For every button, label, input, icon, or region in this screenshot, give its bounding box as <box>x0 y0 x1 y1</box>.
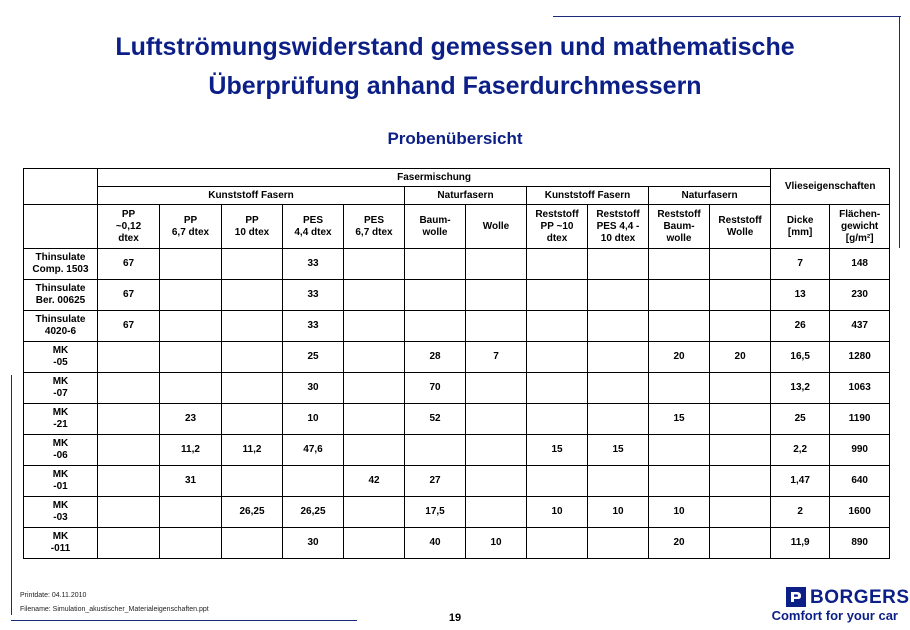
table-cell <box>344 280 405 311</box>
table-cell: 28 <box>405 342 466 373</box>
table-cell <box>649 280 710 311</box>
decor-line-bottom <box>11 620 357 621</box>
table-cell: 20 <box>649 528 710 559</box>
table-cell <box>344 404 405 435</box>
table-cell <box>588 249 649 280</box>
table-cell: 2,2 <box>771 435 830 466</box>
table-cell: 17,5 <box>405 497 466 528</box>
table-cell <box>649 435 710 466</box>
slide-title-line-2: Überprüfung anhand Faserdurchmessern <box>208 72 702 100</box>
table-cell: 13,2 <box>771 373 830 404</box>
table-cell <box>160 311 222 342</box>
table-cell: 437 <box>830 311 890 342</box>
group-header-fasermischung: Fasermischung <box>98 169 771 187</box>
table-cell <box>588 404 649 435</box>
table-cell <box>160 280 222 311</box>
table-cell <box>527 373 588 404</box>
tagline: Comfort for your car <box>771 608 898 623</box>
table-cell: 67 <box>98 280 160 311</box>
table-cell <box>160 373 222 404</box>
table-cell <box>222 373 283 404</box>
table-cell: 11,9 <box>771 528 830 559</box>
table-cell: 7 <box>771 249 830 280</box>
table-cell <box>466 466 527 497</box>
sample-name: MK -07 <box>24 373 98 404</box>
table-cell: 10 <box>588 497 649 528</box>
table-cell: 70 <box>405 373 466 404</box>
table-cell <box>222 342 283 373</box>
table-cell <box>160 249 222 280</box>
table-cell: 2 <box>771 497 830 528</box>
decor-line-left <box>11 375 12 615</box>
table-cell: 42 <box>344 466 405 497</box>
column-header: PP 10 dtex <box>222 205 283 249</box>
table-cell <box>466 404 527 435</box>
column-header: Wolle <box>466 205 527 249</box>
subgroup-header: Kunststoff Fasern <box>527 187 649 205</box>
table-cell <box>160 528 222 559</box>
sample-name: MK -21 <box>24 404 98 435</box>
sample-name: MK -06 <box>24 435 98 466</box>
table-cell: 1063 <box>830 373 890 404</box>
sample-name: Thinsulate 4020-6 <box>24 311 98 342</box>
table-cell <box>98 528 160 559</box>
table-cell: 890 <box>830 528 890 559</box>
corner-cell <box>24 169 98 205</box>
slide-title-line-1: Luftströmungswiderstand gemessen und mathematische <box>115 33 795 61</box>
table-cell <box>710 497 771 528</box>
table-cell: 67 <box>98 249 160 280</box>
table-row <box>24 373 890 404</box>
table-cell <box>222 311 283 342</box>
table-row <box>24 435 890 466</box>
table-cell <box>222 249 283 280</box>
table-cell <box>98 466 160 497</box>
table-cell <box>710 528 771 559</box>
table-cell <box>344 249 405 280</box>
column-header: Baum- wolle <box>405 205 466 249</box>
borgers-logo <box>786 586 910 610</box>
sample-name: MK -03 <box>24 497 98 528</box>
row-label-header <box>24 205 98 249</box>
borgers-logo-icon <box>786 587 806 607</box>
group-header-vlies: Vlieseigenschaften <box>771 169 890 205</box>
subgroup-header: Naturfasern <box>405 187 527 205</box>
table-cell <box>405 249 466 280</box>
table-cell: 23 <box>160 404 222 435</box>
column-header: PP ~0,12 dtex <box>98 205 160 249</box>
table-cell: 10 <box>283 404 344 435</box>
table-cell: 25 <box>771 404 830 435</box>
table-cell <box>466 497 527 528</box>
file-name: Filename: Simulation_akustischer_Materialeigenschaften.ppt <box>20 606 209 613</box>
subgroup-header: Kunststoff Fasern <box>98 187 405 205</box>
table-cell: 1190 <box>830 404 890 435</box>
table-cell <box>588 466 649 497</box>
table-cell <box>98 373 160 404</box>
table-cell <box>649 373 710 404</box>
table-cell <box>527 249 588 280</box>
table-row <box>24 342 890 373</box>
table-cell <box>527 280 588 311</box>
decor-line-top <box>553 16 901 17</box>
table-cell <box>160 497 222 528</box>
column-header: Reststoff Wolle <box>710 205 771 249</box>
table-cell <box>588 528 649 559</box>
table-cell: 47,6 <box>283 435 344 466</box>
table-cell <box>527 404 588 435</box>
table-cell: 31 <box>160 466 222 497</box>
table-cell: 30 <box>283 528 344 559</box>
table-cell <box>527 466 588 497</box>
table-cell: 33 <box>283 280 344 311</box>
table-cell <box>527 311 588 342</box>
column-header: Dicke [mm] <box>771 205 830 249</box>
table-cell <box>344 342 405 373</box>
column-header: Flächen- gewicht [g/m²] <box>830 205 890 249</box>
table-cell: 1600 <box>830 497 890 528</box>
table-cell <box>649 249 710 280</box>
print-date: Printdate: 04.11.2010 <box>20 592 87 599</box>
table-cell: 990 <box>830 435 890 466</box>
column-header: PES 6,7 dtex <box>344 205 405 249</box>
table-row <box>24 466 890 497</box>
table-cell: 640 <box>830 466 890 497</box>
table-cell: 20 <box>649 342 710 373</box>
table-cell <box>588 373 649 404</box>
table-cell: 15 <box>588 435 649 466</box>
table-row <box>24 280 890 311</box>
table-cell: 10 <box>466 528 527 559</box>
table-cell <box>98 435 160 466</box>
table-cell: 33 <box>283 311 344 342</box>
sample-name: Thinsulate Ber. 00625 <box>24 280 98 311</box>
table-cell <box>344 497 405 528</box>
table-cell <box>649 311 710 342</box>
table-cell <box>527 528 588 559</box>
table-cell: 1,47 <box>771 466 830 497</box>
table-cell <box>98 404 160 435</box>
table-row <box>24 404 890 435</box>
sample-overview-table <box>23 168 890 559</box>
table-row <box>24 249 890 280</box>
table-cell: 15 <box>649 404 710 435</box>
table-cell <box>588 280 649 311</box>
table-cell <box>222 466 283 497</box>
sample-name: MK -05 <box>24 342 98 373</box>
table-cell <box>98 497 160 528</box>
column-header: Reststoff PES 4,4 - 10 dtex <box>588 205 649 249</box>
table-cell: 148 <box>830 249 890 280</box>
table-cell <box>466 249 527 280</box>
table-cell <box>466 373 527 404</box>
column-header: Reststoff Baum- wolle <box>649 205 710 249</box>
table-cell <box>466 435 527 466</box>
table-cell: 30 <box>283 373 344 404</box>
table-cell <box>98 342 160 373</box>
table-cell: 25 <box>283 342 344 373</box>
table-cell: 10 <box>527 497 588 528</box>
subgroup-header: Naturfasern <box>649 187 771 205</box>
table-cell <box>649 466 710 497</box>
table-cell: 16,5 <box>771 342 830 373</box>
table-cell <box>527 342 588 373</box>
table-cell <box>710 280 771 311</box>
table-cell: 7 <box>466 342 527 373</box>
table-cell: 1280 <box>830 342 890 373</box>
table-cell <box>344 373 405 404</box>
table-cell: 40 <box>405 528 466 559</box>
table-cell <box>466 280 527 311</box>
table-cell <box>405 435 466 466</box>
table-cell <box>710 466 771 497</box>
table-cell <box>710 249 771 280</box>
table-cell: 27 <box>405 466 466 497</box>
table-cell <box>710 435 771 466</box>
table-cell: 33 <box>283 249 344 280</box>
table-row <box>24 528 890 559</box>
table-cell: 26,25 <box>222 497 283 528</box>
table-cell: 26,25 <box>283 497 344 528</box>
sample-name: Thinsulate Comp. 1503 <box>24 249 98 280</box>
table-cell <box>466 311 527 342</box>
sample-name: MK -01 <box>24 466 98 497</box>
table-row <box>24 311 890 342</box>
table-cell <box>283 466 344 497</box>
table-cell <box>344 528 405 559</box>
table-cell <box>405 311 466 342</box>
table-cell <box>344 435 405 466</box>
table-cell <box>710 404 771 435</box>
table-cell: 10 <box>649 497 710 528</box>
table-cell <box>222 404 283 435</box>
table-cell: 20 <box>710 342 771 373</box>
table-cell: 26 <box>771 311 830 342</box>
table-cell: 13 <box>771 280 830 311</box>
table-cell: 11,2 <box>160 435 222 466</box>
table-cell: 67 <box>98 311 160 342</box>
table-cell <box>405 280 466 311</box>
table-cell <box>160 342 222 373</box>
table-cell: 11,2 <box>222 435 283 466</box>
table-cell <box>222 528 283 559</box>
page-number: 19 <box>448 612 462 624</box>
table-cell <box>588 342 649 373</box>
table-row <box>24 497 890 528</box>
table-cell <box>344 311 405 342</box>
table-cell <box>222 280 283 311</box>
table-cell: 15 <box>527 435 588 466</box>
table-cell <box>710 373 771 404</box>
column-header: PES 4,4 dtex <box>283 205 344 249</box>
sample-name: MK -011 <box>24 528 98 559</box>
table-cell: 230 <box>830 280 890 311</box>
table-cell <box>710 311 771 342</box>
table-cell <box>588 311 649 342</box>
column-header: Reststoff PP ~10 dtex <box>527 205 588 249</box>
table-cell: 52 <box>405 404 466 435</box>
table-body <box>24 249 890 559</box>
borgers-logo-text: BORGERS <box>810 587 910 608</box>
slide-subtitle: Probenübersicht <box>387 129 523 148</box>
column-header: PP 6,7 dtex <box>160 205 222 249</box>
